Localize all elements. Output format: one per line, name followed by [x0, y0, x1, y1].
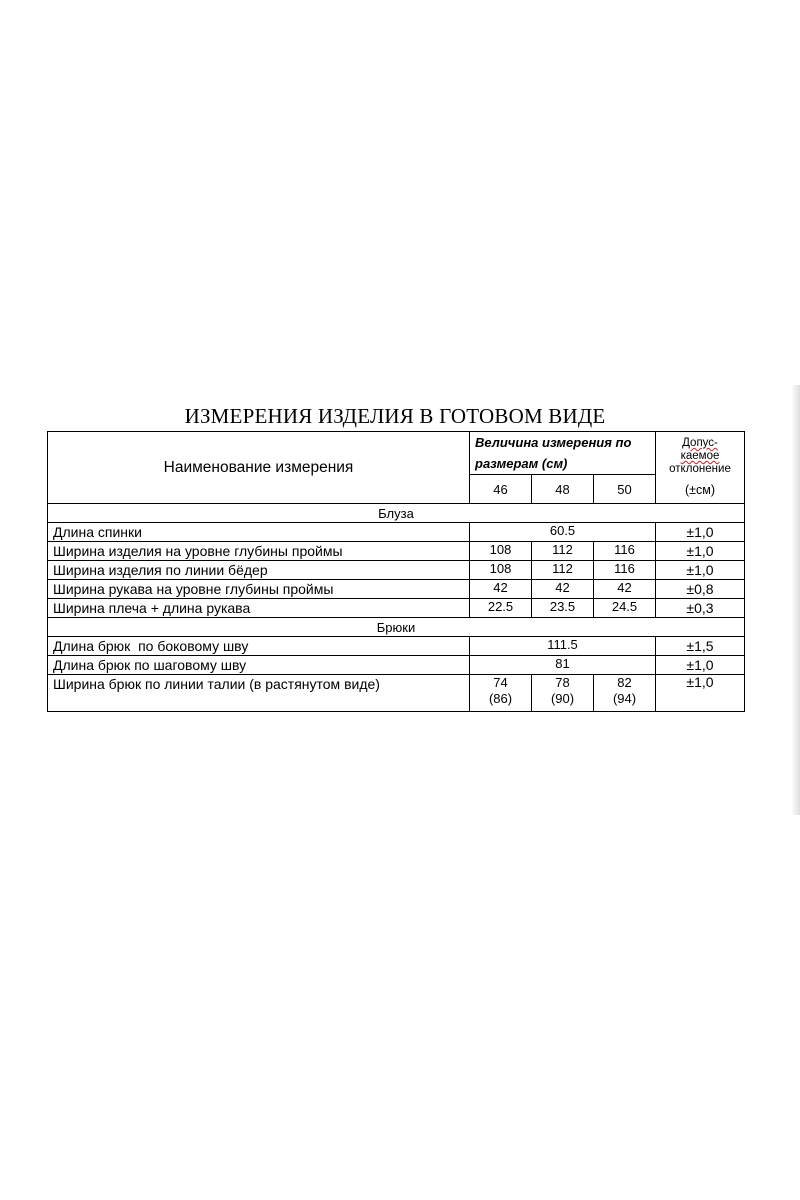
measurement-name: Ширина плеча + длина рукава	[48, 599, 470, 618]
tolerance-value: ±1,0	[656, 561, 745, 580]
measurement-value-all-sizes: 60.5	[470, 523, 656, 542]
table-row	[48, 637, 745, 656]
section-row-blouse	[48, 504, 745, 523]
table-row	[48, 656, 745, 675]
size-48-header: 48	[532, 475, 594, 504]
measurement-name: Длина спинки	[48, 523, 470, 542]
measurement-name: Длина брюк по боковому шву	[48, 637, 470, 656]
measurement-name: Длина брюк по шаговому шву	[48, 656, 470, 675]
table-row	[48, 675, 745, 712]
tolerance-value: ±1,5	[656, 637, 745, 656]
header-tolerance-line-4: (±см)	[684, 483, 716, 497]
section-label: Брюки	[48, 618, 745, 637]
table-row	[48, 580, 745, 599]
measurement-value-48: 42	[532, 580, 594, 599]
size-46-header: 46	[470, 475, 532, 504]
measurement-value-46: 42	[470, 580, 532, 599]
measurement-value-48: 112	[532, 561, 594, 580]
table-row	[48, 542, 745, 561]
header-tolerance	[656, 432, 745, 504]
table-row	[48, 599, 745, 618]
measurement-value-50	[594, 675, 656, 712]
value-alt: (94)	[612, 691, 637, 706]
measurement-name: Ширина изделия по линии бёдер	[48, 561, 470, 580]
header-size-group: Величина измерения по размерам (см)	[470, 432, 656, 475]
measurement-name: Ширина изделия на уровне глубины проймы	[48, 542, 470, 561]
size-50-header: 50	[594, 475, 656, 504]
tolerance-value: ±0,3	[656, 599, 745, 618]
tolerance-value: ±1,0	[656, 523, 745, 542]
value-stretched: 82	[617, 675, 632, 690]
measurement-value-all-sizes: 111.5	[470, 637, 656, 656]
measurement-value-50: 116	[594, 561, 656, 580]
header-measurement-name: Наименование измерения	[48, 432, 470, 504]
measurement-value-50: 42	[594, 580, 656, 599]
measurement-value-46: 22.5	[470, 599, 532, 618]
table-row	[48, 523, 745, 542]
value-stretched: 78	[555, 675, 570, 690]
tolerance-value: ±1,0	[656, 675, 745, 712]
page-edge-shadow	[791, 385, 800, 815]
document-title: ИЗМЕРЕНИЯ ИЗДЕЛИЯ В ГОТОВОМ ВИДЕ	[184, 404, 606, 428]
header-tolerance-line-1: Допус-	[682, 437, 718, 449]
value-alt: (90)	[550, 691, 575, 706]
table-row	[48, 561, 745, 580]
tolerance-value: ±1,0	[656, 542, 745, 561]
measurements-table	[47, 431, 745, 712]
measurement-value-all-sizes: 81	[470, 656, 656, 675]
tolerance-value: ±0,8	[656, 580, 745, 599]
section-row-trousers	[48, 618, 745, 637]
tolerance-value: ±1,0	[656, 656, 745, 675]
measurement-value-50: 116	[594, 542, 656, 561]
measurement-value-46: 108	[470, 561, 532, 580]
header-tolerance-line-3: отклонение	[669, 463, 731, 475]
measurement-value-48: 23.5	[532, 599, 594, 618]
measurement-value-48: 112	[532, 542, 594, 561]
table-header-row	[48, 432, 745, 475]
measurement-value-46: 108	[470, 542, 532, 561]
measurement-name: Ширина рукава на уровне глубины проймы	[48, 580, 470, 599]
measurement-value-50: 24.5	[594, 599, 656, 618]
value-stretched: 74	[493, 675, 508, 690]
header-tolerance-line-2: каемое	[680, 450, 720, 462]
measurement-name: Ширина брюк по линии талии (в растянутом виде)	[48, 675, 470, 712]
value-alt: (86)	[488, 691, 513, 706]
measurement-value-46	[470, 675, 532, 712]
measurement-value-48	[532, 675, 594, 712]
section-label: Блуза	[48, 504, 745, 523]
